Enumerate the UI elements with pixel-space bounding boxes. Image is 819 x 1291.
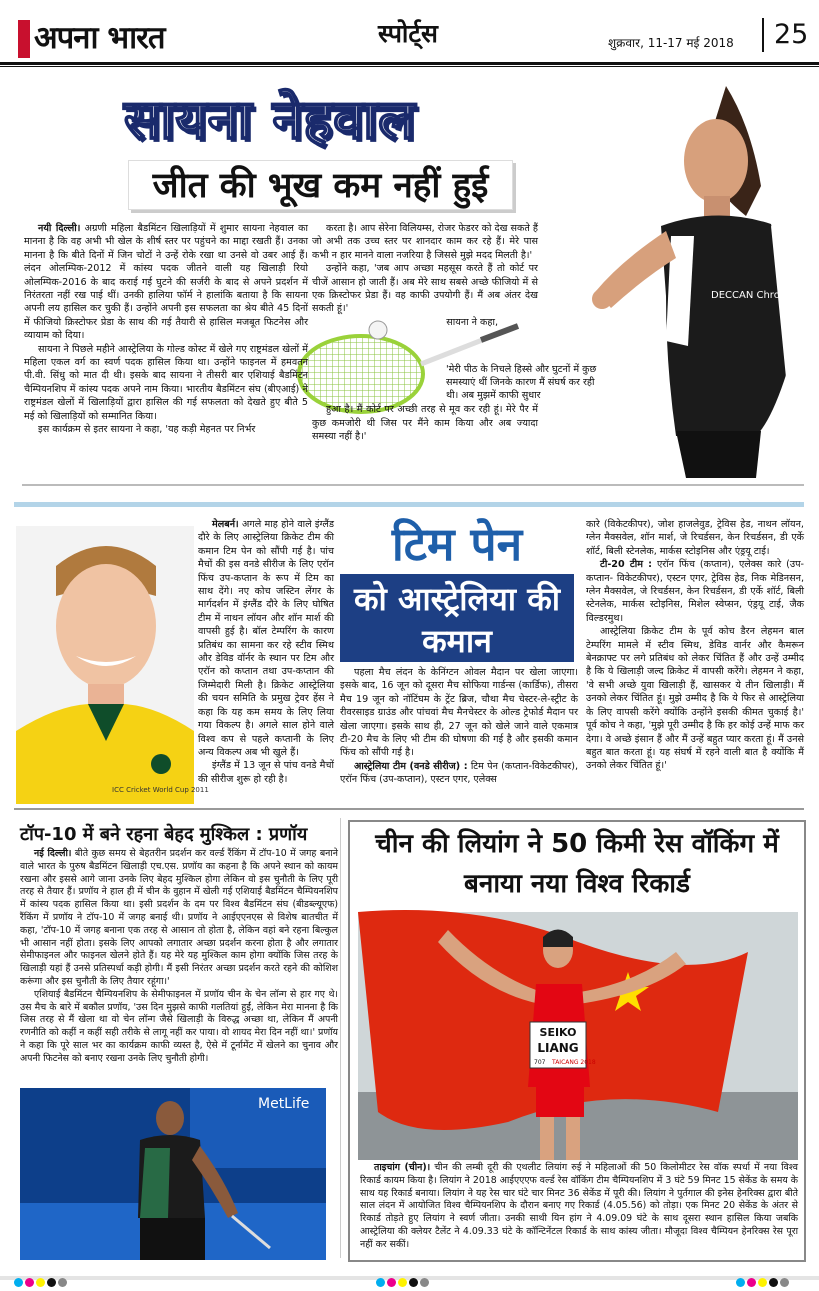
story2-dateline: मेलबर्न।	[212, 519, 239, 530]
jersey-text: DECCAN Chronicle	[711, 290, 804, 301]
registration-marks-left	[14, 1272, 69, 1282]
story1-title: सायना नेहवाल	[124, 88, 416, 151]
publication-date: शुक्रवार, 11-17 मई 2018	[608, 36, 734, 50]
story2-subhead: टी-20 टीम :	[600, 559, 653, 571]
cap-text: ICC Cricket World Cup 2011	[112, 786, 209, 794]
story2-title-box: को आस्ट्रेलिया की कमान	[340, 574, 574, 662]
story2-title: टिम पेन	[391, 517, 523, 571]
bib-name: LIANG	[537, 1041, 579, 1055]
story1-paragraph: उन्होंने कहा, 'जब आप अच्छा महसूस करते हैं तो कोर्ट पर चीजें आसान हो जाती हैं। अब मेरे साथ सबसे अच्छे फीजियो में से एक क्रिस्टोफर प्रेडा हैं। वह काफी उपयोगी हैं। मैं अब अंतर देख सकती हूं।'	[312, 263, 538, 315]
story1-column-2	[312, 222, 538, 482]
story2-paragraph: आस्ट्रेलिया क्रिकेट टीम के पूर्व कोच डैरन लेहमन बाल टेम्परिंग मामले में स्टीव स्मिथ, डेविड वार्नर और कैमरून बेनक्राफ्ट पर लगे प्रतिबंध को लेकर चिंतित हैं और उन्हें उम्मीद है कि ये खिलाड़ी जल्द क्रिकेट में वापसी करेंगे। लेहमन ने कहा, 'वे सभी अच्छे युवा खिलाड़ी हैं, खासकर ये तीन खिलाड़ी। मैं उनको लेकर चिंतित हूं। मुझे उम्मीद है कि ये फिर से आस्ट्रेलिया के लिए वापसी करेंगे क्योंकि उन्होंने इसकी कीमत चुकाई है।' पूर्व कोच ने कहा, 'मुझे पूरी उम्मीद है कि हर कोई उन्हें माफ कर देगा। वे अच्छे इंसान हैं और मैं उन्हें बहुत प्यार करता हूं। मैं उनसे बहुत बात करता हूं। यह संघर्ष में रहने वाली बात है क्योंकि मैं उनको लेकर चिंतित हूं।'	[586, 626, 804, 772]
story4-paragraph: चीन की लम्बी दूरी की एथलीट लियांग रुई ने महिलाओं की 50 किलोमीटर रेस वॉक स्पर्धा में नया विश्व रिकार्ड कायम किया है। लियांग ने 2018 आईएएएफ वर्ल्ड रेस वॉकिंग टीम चैम्पियनशिप में 3 घंटे 59 मिनट 15 सेकेंड के समय के साथ यह रिकार्ड बनाया। लियांग ने यह रेस चार घंटे चार मिनट 36 सेकेंड में पूरी की। लियांग ने पुर्तगाल की इनेस हेनरिक्स द्वारा बीते साल लंदन में आयोजित विश्व चैम्पियनशिप के दौरान बनाए गए रिकार्ड (4.05.56) को तोड़ा। एक मिनट 20 सेकेंड के अंतर से रिकार्ड तोड़ते हुए लियांग ने स्वर्ण जीता। उनकी साथी यिन हांग ने 4.09.09 घंटे के साथ दूसरा स्थान हासिल किया जबकि आस्ट्रेलिया की क्लेयर टैलेंट ने 4.09.33 घंटे के कॉन्टिनेंटल रिकार्ड के साथ कांस्य जीता। मौजूदा विश्व चैम्पियन हेनरिक्स रेस पूरा नहीं कर सकीं।	[360, 1162, 798, 1250]
story4-body	[360, 1162, 798, 1260]
story1-paragraph: सायना ने कहा,	[446, 316, 498, 328]
newspaper-logo: अपना भारत	[34, 20, 165, 56]
story3-dateline: नई दिल्ली।	[34, 848, 72, 859]
story1-paragraph: हुआ है। मैं कोर्ट पर अच्छी तरह से मूव कर रही हूं। मेरे पैर में कुछ कमजोरी थी जिस पर मैंने काम किया और अब ज्यादा समस्या नहीं है।'	[312, 404, 538, 443]
masthead-rule-thin	[0, 66, 819, 67]
section-divider	[14, 502, 804, 507]
story2-paragraph: पहला मैच लंदन के केनिंग्टन ओवल मैदान पर खेला जाएगा। इसके बाद, 16 जून को दूसरा मैच सोफिया गार्डन्स (कार्डिफ), तीसरा मैच 19 जून को नॉटिंघम के ट्रेंट ब्रिज, चौथा मैच चेस्टर-ले-स्ट्रीट के रीवरसाइड ग्राउंड और पांचवां मैच मैनचेस्टर के ओल्ड ट्रेफोर्ड मैदान पर खेला जाएगा। इसके साथ ही, 27 जून को खेले जाने वाले एकमात्र टी-20 मैच के लिए भी टीम की घोषणा की गई है और इसकी कमान फिंच को सौंपी गई है।	[340, 667, 578, 759]
story3-paragraph: एशियाई बैडमिंटन चैम्पियनशिप के सेमीफाइनल में प्रणॉय चीन के चेन लॉन्ग से हार गए थे। उस मैच के बारे में बकौल प्रणॉय, 'उस दिन मुझसे काफी गलतियां हुईं, लेकिन मेरा मानना है कि जिस तरह से मैं खेला था वो चेन लॉन्ग जैसे खिलाड़ी के विरुद्ध अच्छा था, लेकिन मैं अपनी रणनीति को कहीं न कहीं सही तरीके से लागू नहीं कर पाया। वो शायद मेरा दिन नहीं था।' प्रणॉय ने कहा कि पूरे साल भर का कार्यक्रम काफी व्यस्त है, ऐसे में टूर्नामेंट में खेलने का चुनाव और अपनी फिटनेस को बनाए रखना उनके लिए चुनौती होगी।	[20, 988, 338, 1064]
story4-dateline: ताइचांग (चीन)।	[374, 1162, 431, 1173]
page-number: 25	[762, 18, 808, 52]
section-rule	[14, 808, 804, 810]
registration-marks-right	[736, 1272, 791, 1282]
story1-paragraph: अग्रणी महिला बैडमिंटन खिलाड़ियों में शुमार सायना नेहवाल का मानना है कि वह अभी भी खेल के शीर्ष स्तर पर पहुंचने का माद्दा रखती हैं। उनका मानना है कि बीते दिनों में जिन चोटों ने उन्हें रोके रखा था उनसे वो उबर आई हैं। लंदन ओलम्पिक-2012 में कांस्य पदक जीतने वाली यह खिलाड़ी रियो ओलम्पिक-2016 के बाद कराई गई घुटने की सर्जरी के बाद से अपने प्रदर्शन में निरंतरता नहीं रख पाई थीं। उनकी हालिया फॉर्म ने हालांकि बताया है कि सायना अपनी लय हासिल कर चुकी हैं। उन्होंने अपनी इस सफलता का श्रेय बीते 45 दिनों में फीजियो क्रिस्टोफर प्रेडा के साथ की गई तैयारी से हासिल मजबूत फिटनेस और व्यायाम को दिया।	[24, 223, 308, 342]
story2-column-1	[198, 518, 334, 798]
story1-paragraph: इस कार्यक्रम से इतर सायना ने कहा, 'यह कड़ी मेहनत पर निर्भर	[38, 424, 256, 436]
liang-photo	[358, 912, 798, 1160]
bib-number: 707	[534, 1059, 546, 1066]
story3-body	[20, 848, 338, 1082]
story2-paragraph: एरॉन फिंच (कप्तान), एलेक्स कारे (उप-कप्तान- विकेटकीपर), एस्टन एगर, ट्रेविस हेड, निक मेडिनसन, ग्लेन मैक्सवेल, जे रिचर्डसन, केन रिचर्डसन, डी एर्के शॉर्ट, बिली स्टेनलेक, मार्कस स्टोइनिस, मिशेल स्वेप्सन, एंड्रयू टाई, जैक विल्डरमुथ।	[586, 559, 804, 624]
story2-subhead: आस्ट्रेलिया टीम (वनडे सीरीज) :	[354, 760, 468, 772]
story1-pull-quote: 'मेरी पीठ के निचले हिस्से और घुटनों में कुछ समस्याएं थीं जिनके कारण मैं संघर्ष कर रही थी। अब मुझमें काफी सुधार	[446, 364, 597, 401]
column-rule	[340, 818, 341, 1258]
prannoy-photo	[20, 1088, 326, 1260]
story2-paragraph: अगले माह होने वाले इंग्लैंड दौरे के लिए आस्ट्रेलिया क्रिकेट टीम की कमान टिम पेन को सौंपी गई है। पांच मैचों की इस वनडे सीरीज के लिए एरॉन फिंच उप-कप्तान के रूप में टिम का साथ देंगे। नए कोच जस्टिन लेंगर के मार्गदर्शन में इंग्लैंड दौरे के लिए घोषित टीम में नाथन लॉयन और शॉन मार्श की वापसी हुई है। बॉल टेम्परिंग के कारण प्रतिबंध का सामना कर रहे स्टीव स्मिथ और डेविड वॉर्नर के स्थान पर टिम और एरॉन को कप्तान तथा उप-कप्तान की जिम्मेदारी मिली है। क्रिकेट आस्ट्रेलिया की चयन समिति के प्रमुख ट्रेवर हेंस ने कहा कि यह कम समय के लिए लिया गया विकल्प है। अगले साल होने वाले विश्व कप से पहले कप्तानी के लिए अन्य विकल्प अब भी खुले हैं।	[198, 519, 334, 758]
registration-marks-center	[376, 1272, 431, 1282]
story2-paragraph: कारे (विकेटकीपर), जोश हाजलेवुड, ट्रेविस हेड, नाथन लॉयन, ग्लेन मैक्सवेल, शॉन मार्श, जे रिचर्डसन, केन रिचर्डसन, डी एर्के शॉर्ट, बिली स्टेनलेक, मार्कस स्टोइनिस और एंड्रयू टाई।	[586, 519, 804, 557]
story4-title: चीन की लियांग ने 50 किमी रेस वॉकिंग में बनाया नया विश्व रिकार्ड	[375, 829, 779, 899]
story1-column-1	[24, 222, 308, 480]
banner-text: MetLife	[258, 1096, 310, 1112]
story1-subtitle: जीत की भूख कम नहीं हुई	[128, 160, 513, 210]
tim-paine-photo	[16, 526, 209, 804]
section-title: स्पोर्ट्स	[378, 19, 438, 48]
story1-paragraph: करता है। आप सेरेना विलियम्स, रोजर फेडरर को देख सकते हैं जो अभी तक उच्च स्तर पर शानदार काम कर रहे हैं। मेरे पास कभी न हार मानने वाला नजरिया है जिससे मुझे मदद मिलती है।'	[312, 223, 539, 261]
story1-dateline: नयी दिल्ली।	[38, 223, 81, 234]
story3-title: टॉप-10 में बने रहना बेहद मुश्किल : प्रणॉय	[20, 824, 308, 845]
story1-paragraph: सायना ने पिछले महीने आस्ट्रेलिया के गोल्ड कोस्ट में खेले गए राष्ट्रमंडल खेलों में महिला एकल वर्ग का स्वर्ण पदक हासिल किया था। उन्होंने फाइनल में हमवतन पी.वी. सिंधु को मात दी थी। इसके बाद सायना ने तीसरी बार एशियाई बैडमिंटन चैम्पियनशिप में कांस्य पदक अपने नाम किया। भारतीय बैडमिंटन संघ (बीएआई) ने राष्ट्रमंडल खेलों में खिलाड़ियों द्वारा हासिल की गई सफलता को देखते हुए बीते 5 मई को खिलाड़ियों को सम्मानित किया।	[24, 343, 308, 422]
masthead-rule	[0, 62, 819, 65]
story3-paragraph: बीते कुछ समय से बेहतरीन प्रदर्शन कर वर्ल्ड रैंकिंग में टॉप-10 में जगह बनाने वाले भारत के पुरुष बैडमिंटन खिलाड़ी एच.एस. प्रणॉय का कहना है कि अपने स्थान को कायम रखना और इससे आगे जाना उनके लिए बेहद मुश्किल होगा लेकिन वो इस चुनौती के लिए पूरी तरह से तैयार हैं। प्रणॉय ने हाल ही में चीन के वुहान में खेली गई एशियाई बैडमिंटन चैम्पियनशिप में कांस्य पदक हासिल किया था। इसी प्रदर्शन के दम पर विश्व बैडमिंटन संघ (बीडब्ल्यूएफ) रैंकिंग में प्रणॉय ने टॉप-10 में जगह बनाई थी। प्रणॉय ने आईएएनएस से विशेष बातचीत में कहा, 'टॉप-10 में जगह बनाना एक तरह से आसान तो होता है, लेकिन वहां बने रहना बिल्कुल भी आसान नहीं होता। इसके लिए आपको लगातार अच्छा प्रदर्शन करना होता है और लगातार सेमीफाइनल और फाइनल खेलने होते हैं। यह मेरे यह मुश्किल काम होगा क्योंकि जिस तरह के खिलाड़ी यहां हैं उनसे प्रतिस्पर्धा कड़ी होगी। मैं इसी निरंतर अच्छा प्रदर्शन करते रहने की कोशिश करूंगा और इस चुनौती के लिए तैयार रहूंगा।'	[20, 848, 339, 987]
story2-paragraph: टिम पेन (कप्तान-विकेटकीपर), एरॉन फिंच (उप-कप्तान), एस्टन एगर, एलेक्स	[340, 760, 578, 786]
bib-event: TAICANG 2018	[552, 1059, 596, 1066]
story2-column-3	[586, 518, 804, 800]
story2-paragraph: इंग्लैंड में 13 जून से पांच वनडे मैचों की सीरीज शुरू हो रही है।	[198, 760, 334, 785]
masthead-accent-bar	[18, 20, 30, 58]
story1-border	[22, 484, 804, 486]
story2-column-2	[340, 666, 578, 798]
bib-brand: SEIKO	[539, 1026, 577, 1039]
